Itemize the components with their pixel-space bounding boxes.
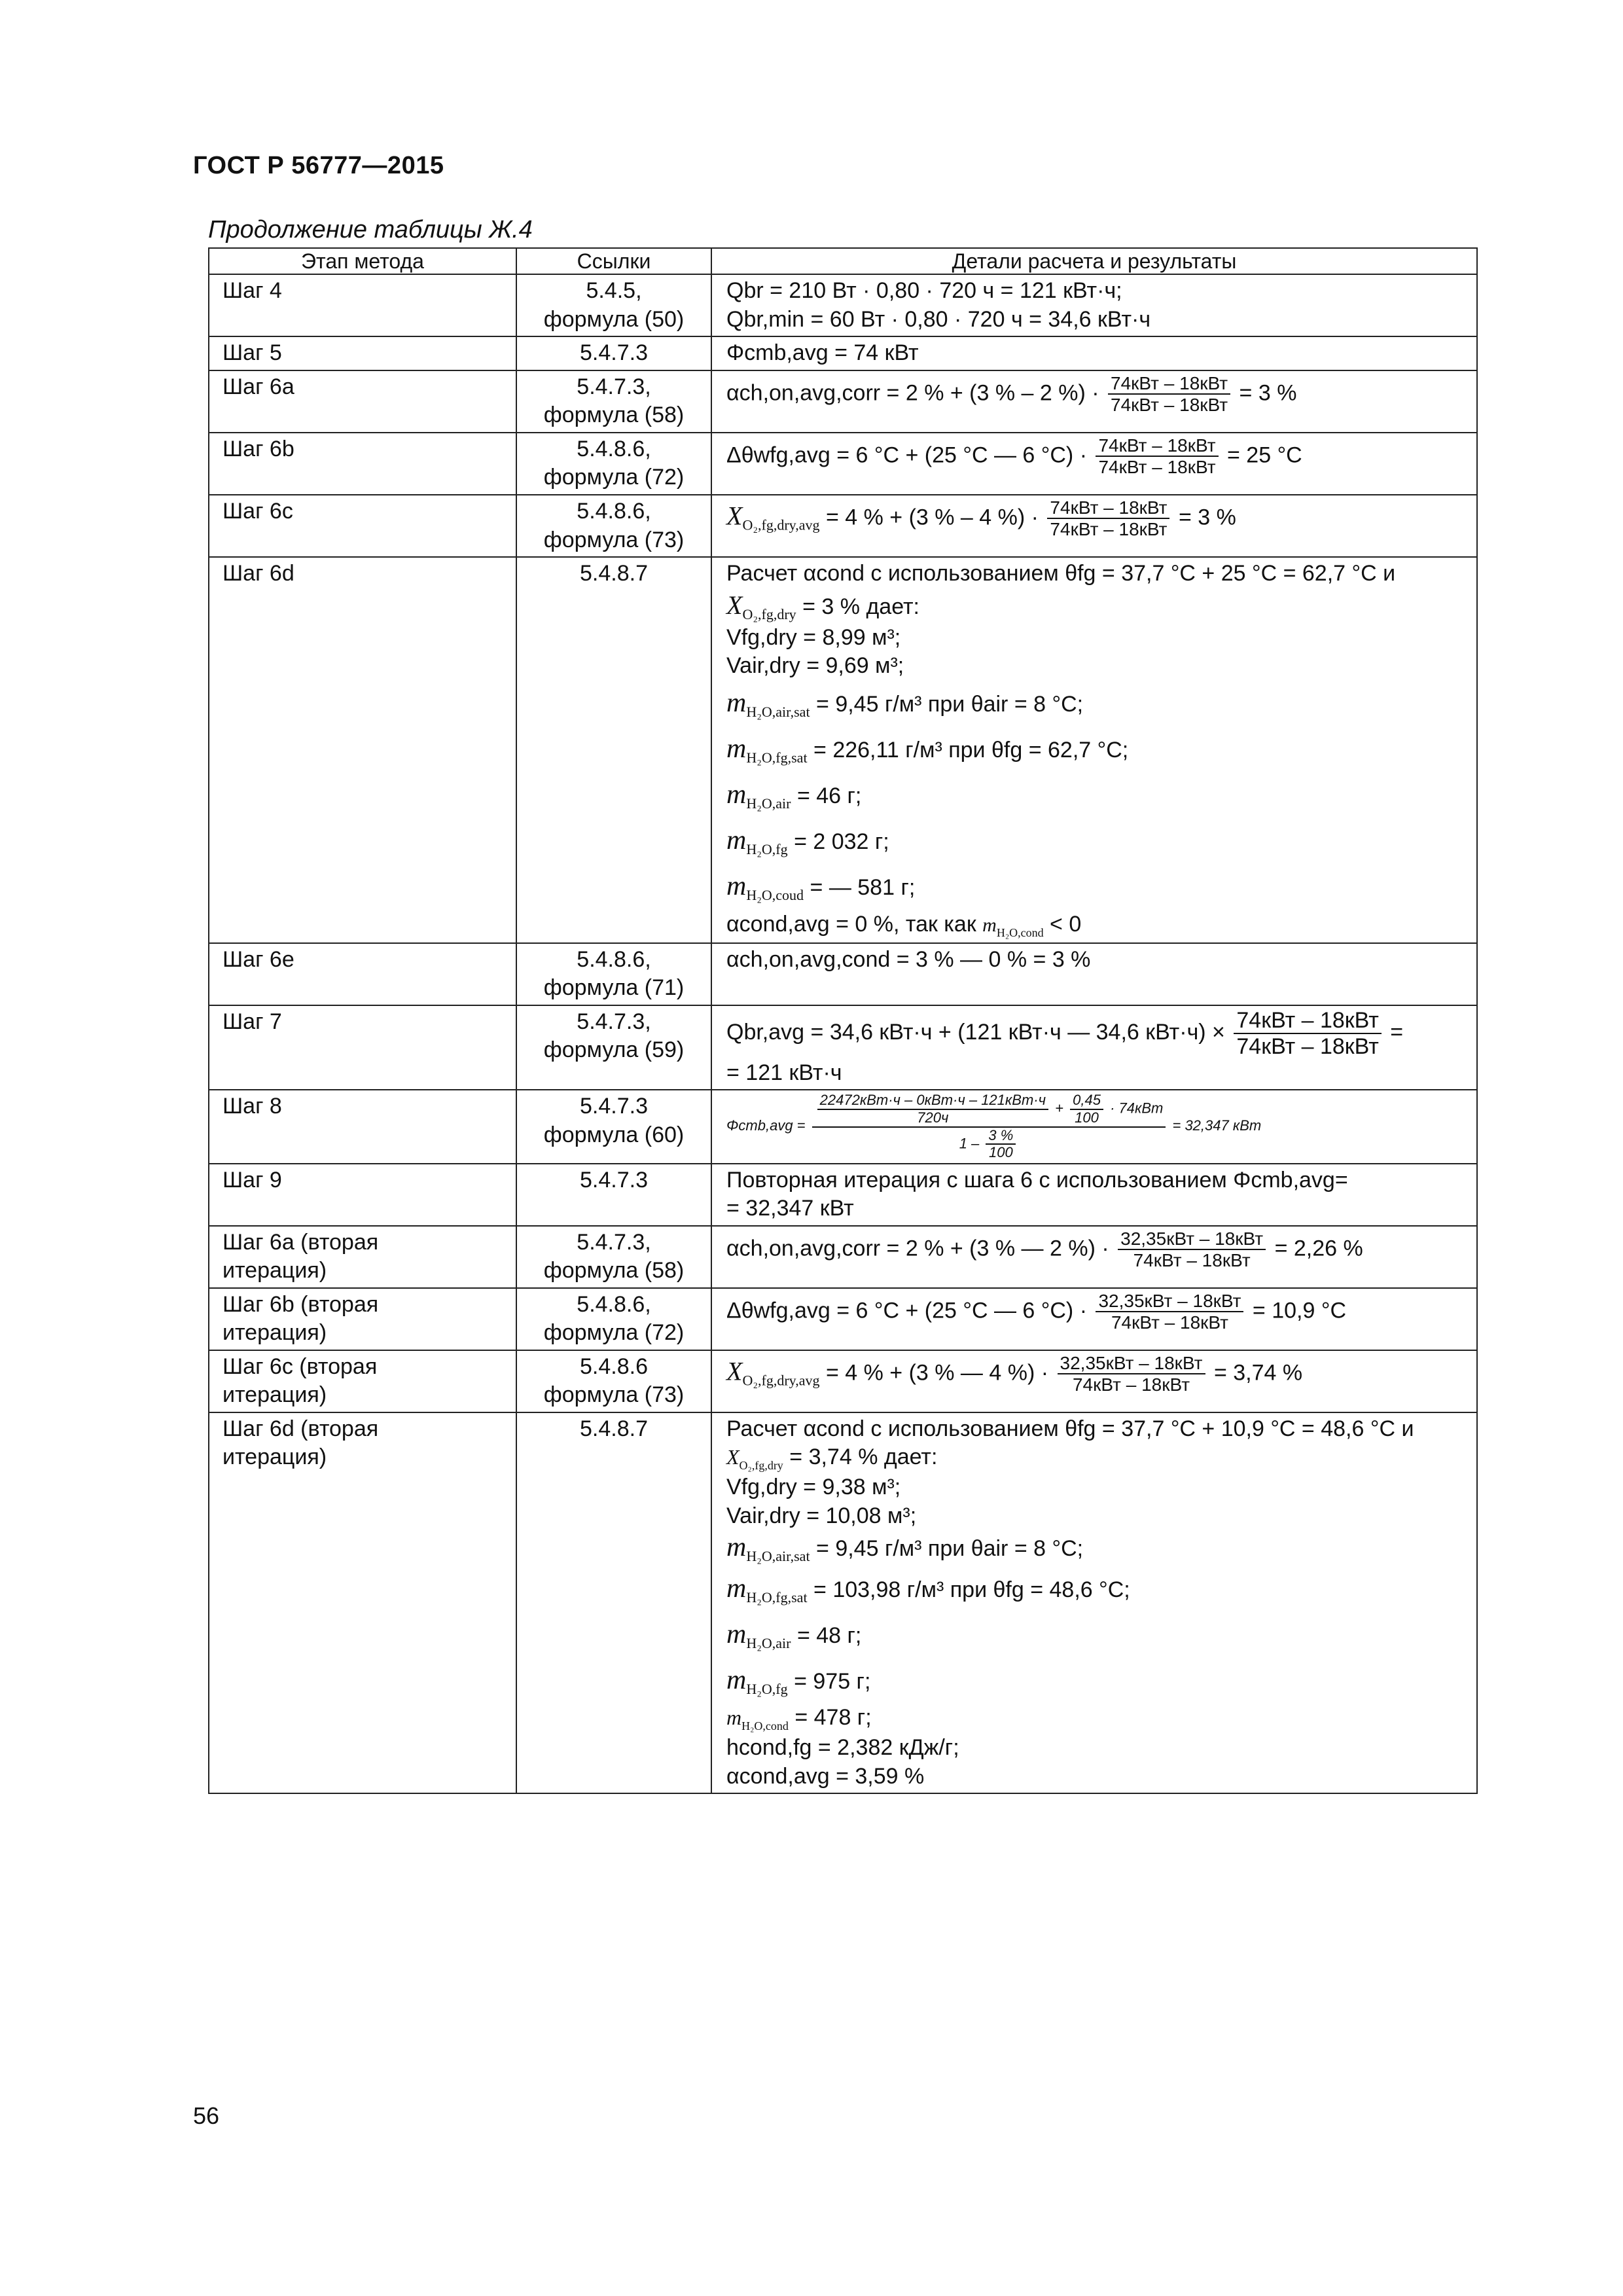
ref-cell [516, 433, 711, 495]
formula-lhs: Δθwfg,avg = 6 °C + (25 °C — 6 °C) · [726, 1298, 1088, 1323]
fraction [817, 1092, 1048, 1126]
detail-line: Qbr = 210 Вт · 0,80 · 720 ч = 121 кВт·ч; [726, 278, 1122, 304]
details-cell [711, 1090, 1477, 1164]
math-subscript: H₂O,coud [746, 887, 804, 904]
details-cell [711, 1005, 1477, 1090]
ref-text: формула (58) [543, 403, 685, 428]
detail-line: Vfg,dry = 8,99 м³; [726, 624, 901, 650]
ref-cell [516, 274, 711, 336]
math-variable: m [726, 871, 747, 902]
detail-line: = 121 кВт·ч [726, 1060, 842, 1085]
math-variable: m [726, 687, 747, 718]
detail-line [726, 772, 1470, 818]
detail-line [726, 1443, 1470, 1473]
ref-text: 5.4.8.7 [580, 1416, 648, 1441]
fraction-numerator: 74кВт – 18кВт [1047, 497, 1169, 519]
step-text: Шаг 6d (вторая [223, 1416, 379, 1441]
ref-cell [516, 1288, 711, 1350]
fraction-numerator: 74кВт – 18кВт [1108, 373, 1230, 395]
page-number: 56 [193, 2102, 220, 2129]
step-text: Шаг 6a (вторая [223, 1229, 379, 1255]
step-cell: Шаг 5 [209, 336, 516, 370]
ref-cell [516, 336, 711, 370]
formula-line [726, 1229, 1470, 1271]
step-cell: Шаг 6d [209, 557, 516, 943]
details-cell [711, 1350, 1477, 1412]
ref-text: 5.4.7.3, [577, 374, 651, 399]
ref-text: формула (73) [543, 527, 685, 552]
details-cell [711, 1412, 1477, 1793]
ref-text: 5.4.8.6, [577, 946, 651, 972]
step-cell: Шаг 6c [209, 495, 516, 557]
ref-text: 5.4.8.6, [577, 499, 651, 524]
table-caption: Продолжение таблицы Ж.4 [208, 216, 533, 243]
detail-text: = 3,74 % дает: [789, 1444, 938, 1470]
formula-line [726, 1353, 1470, 1395]
column-header-step: Этап метода [209, 248, 516, 274]
step-text: итерация) [223, 1444, 327, 1470]
step-cell [209, 1288, 516, 1350]
detail-line: αcond,avg = 3,59 % [726, 1763, 925, 1789]
ref-cell [516, 557, 711, 943]
detail-line [726, 726, 1470, 772]
details-cell [711, 495, 1477, 557]
detail-text: = — 581 г; [810, 875, 916, 901]
details-cell [711, 1226, 1477, 1288]
ref-text: формула (59) [543, 1037, 685, 1063]
math-subscript: H₂O,air [746, 1634, 791, 1651]
fraction-numerator [812, 1092, 1166, 1127]
details-cell [711, 336, 1477, 370]
fraction [1108, 373, 1230, 416]
fraction-numerator: 32,35кВт – 18кВт [1096, 1291, 1243, 1312]
formula-line [726, 1092, 1470, 1161]
ref-cell [516, 943, 711, 1005]
detail-text: αcond,avg = 0 %, так как [726, 911, 976, 937]
formula-rhs: = 25 °C [1227, 442, 1302, 468]
fraction-denominator: 74кВт – 18кВт [1111, 395, 1228, 416]
math-subscript: O₂,fg,dry,avg [742, 516, 820, 533]
math-subscript: H₂O,air,sat [746, 1548, 810, 1565]
formula-rhs: = 2,26 % [1274, 1236, 1363, 1261]
math-subscript: O₂,fg,dry [739, 1459, 783, 1473]
step-cell: Шаг 4 [209, 274, 516, 336]
ref-text: 5.4.8.6, [577, 1291, 651, 1317]
detail-text: = 3 % дает: [802, 594, 919, 619]
detail-line [726, 818, 1470, 864]
detail-text: = 9,45 г/м³ при θair = 8 °C; [816, 691, 1084, 717]
fraction [1070, 1092, 1103, 1126]
fraction-denominator: 74кВт – 18кВт [1072, 1374, 1190, 1395]
formula-rhs: = 32,347 кВт [1172, 1117, 1262, 1134]
math-variable: m [982, 914, 997, 936]
step-cell [209, 1412, 516, 1793]
step-text: итерация) [223, 1320, 327, 1346]
ref-text: формула (50) [543, 306, 685, 332]
math-subscript: H₂O,air [746, 795, 791, 812]
detail-line: Qbr,min = 60 Вт · 0,80 · 720 ч = 34,6 кВт·ч [726, 306, 1151, 332]
fraction-denominator: 720ч [917, 1109, 949, 1126]
detail-line [726, 681, 1470, 726]
math-variable: X [726, 590, 743, 620]
step-cell [209, 1350, 516, 1412]
ref-text: формула (72) [543, 465, 685, 490]
document-header: ГОСТ Р 56777—2015 [193, 152, 444, 179]
detail-line [726, 864, 1470, 910]
table-row [209, 557, 1477, 943]
ref-text: 5.4.7.3 [580, 1167, 648, 1193]
detail-text: = 9,45 г/м³ при θair = 8 °C; [816, 1536, 1084, 1562]
fraction-denominator: 74кВт – 18кВт [1133, 1250, 1251, 1271]
math-variable: m [726, 780, 747, 810]
fraction [1058, 1353, 1205, 1395]
step-text: Шаг 6b (вторая [223, 1291, 379, 1317]
ref-text: 5.4.7.3, [577, 1229, 651, 1255]
fraction-numerator: 22472кВт·ч – 0кВт·ч – 121кВт·ч [817, 1092, 1048, 1110]
details-cell [711, 557, 1477, 943]
detail-line: Расчет αcond с использованием θfg = 37,7 °C + 25 °C = 62,7 °C и [726, 561, 1396, 586]
table-row [209, 1412, 1477, 1793]
detail-line: Повторная итерация с шага 6 с использованием Φcmb,avg= [726, 1167, 1348, 1193]
formula-line [726, 435, 1470, 478]
math-variable: X [726, 1356, 743, 1386]
fraction-numerator: 74кВт – 18кВт [1096, 435, 1218, 457]
ref-text: формула (73) [543, 1382, 685, 1408]
detail-text: = 2 032 г; [794, 829, 889, 855]
detail-line [726, 588, 1470, 624]
math-variable: X [726, 1445, 740, 1469]
math-subscript: O₂,fg,dry,avg [742, 1372, 820, 1389]
table-row [209, 336, 1477, 370]
detail-line [726, 910, 1470, 941]
table-header-row [209, 248, 1477, 274]
ref-text: 5.4.7.3, [577, 1009, 651, 1034]
ref-text: 5.4.5, [586, 278, 642, 304]
fraction [1118, 1229, 1266, 1271]
math-variable: m [726, 1532, 747, 1563]
math-subscript: H₂O,fg,sat [746, 1588, 808, 1605]
table-row [209, 274, 1477, 336]
fraction-denominator: 100 [989, 1144, 1013, 1161]
math-subscript: H₂O,cond [741, 1719, 789, 1733]
fraction [986, 1128, 1016, 1161]
step-cell: Шаг 6a [209, 370, 516, 433]
detail-line: Vair,dry = 9,69 м³; [726, 653, 904, 679]
table-row [209, 1350, 1477, 1412]
ref-text: 5.4.8.7 [580, 561, 648, 586]
ref-cell [516, 1350, 711, 1412]
ref-cell [516, 495, 711, 557]
fraction-numerator: 3 % [986, 1128, 1016, 1145]
ref-text: формула (72) [543, 1320, 685, 1346]
fraction-numerator: 32,35кВт – 18кВт [1058, 1353, 1205, 1374]
detail-line [726, 1612, 1470, 1658]
table-row [209, 1288, 1477, 1350]
math-subscript: H₂O,air,sat [746, 703, 810, 720]
fraction-numerator: 74кВт – 18кВт [1234, 1008, 1381, 1034]
detail-line [726, 1566, 1470, 1612]
details-cell [711, 370, 1477, 433]
formula-lhs: Qbr,avg = 34,6 кВт·ч + (121 кВт·ч — 34,6 кВт·ч) × [726, 1019, 1225, 1045]
math-subscript: O₂,fg,dry [742, 605, 796, 622]
table-row [209, 1226, 1477, 1288]
formula-rhs: = [1390, 1019, 1404, 1045]
column-header-details: Детали расчета и результаты [711, 248, 1477, 274]
ref-cell [516, 1226, 711, 1288]
ref-text: формула (58) [543, 1258, 685, 1283]
ref-text: 5.4.8.6, [577, 436, 651, 461]
table-row [209, 1090, 1477, 1164]
formula-rhs: = 3 % [1239, 380, 1297, 406]
details-cell [711, 943, 1477, 1005]
table-row [209, 433, 1477, 495]
formula-lhs: = 4 % + (3 % – 4 %) · [825, 505, 1039, 530]
ref-cell [516, 1090, 711, 1164]
formula-text: · 74кВт [1110, 1100, 1164, 1117]
detail-line: Vair,dry = 10,08 м³; [726, 1503, 917, 1528]
formula-lhs: = 4 % + (3 % — 4 %) · [825, 1360, 1049, 1386]
math-subscript: H₂O,fg [746, 841, 788, 858]
details-cell [711, 433, 1477, 495]
formula-line [726, 1291, 1470, 1333]
formula-rhs: = 10,9 °C [1252, 1298, 1346, 1323]
detail-text: = 48 г; [796, 1623, 862, 1648]
math-subscript: H₂O,cond [996, 925, 1044, 939]
detail-line: = 32,347 кВт [726, 1196, 854, 1221]
fraction [812, 1092, 1166, 1161]
ref-text: 5.4.8.6 [580, 1354, 648, 1379]
fraction-numerator: 32,35кВт – 18кВт [1118, 1229, 1266, 1250]
step-text: итерация) [223, 1258, 327, 1283]
fraction-denominator: 74кВт – 18кВт [1111, 1312, 1228, 1333]
ref-text: 5.4.7.3 [580, 1094, 648, 1119]
detail-line: Расчет αcond с использованием θfg = 37,7 °C + 10,9 °C = 48,6 °C и [726, 1416, 1414, 1441]
step-cell: Шаг 6e [209, 943, 516, 1005]
formula-line [726, 497, 1470, 540]
math-variable: m [726, 1573, 747, 1604]
step-cell: Шаг 9 [209, 1164, 516, 1226]
formula-lhs: αch,on,avg,corr = 2 % + (3 % – 2 %) · [726, 380, 1099, 406]
details-cell [711, 274, 1477, 336]
detail-line [726, 1658, 1470, 1704]
fraction [1234, 1008, 1381, 1059]
column-header-ref: Ссылки [516, 248, 711, 274]
table-row [209, 370, 1477, 433]
details-cell [711, 1288, 1477, 1350]
table-row [209, 943, 1477, 1005]
formula-operator: + [1055, 1100, 1063, 1117]
detail-text: < 0 [1050, 911, 1082, 937]
math-variable: m [726, 825, 747, 856]
ref-cell [516, 1412, 711, 1793]
math-variable: m [726, 1706, 742, 1730]
formula-lhs: αch,on,avg,corr = 2 % + (3 % — 2 %) · [726, 1236, 1109, 1261]
math-variable: m [726, 733, 747, 764]
step-cell: Шаг 6b [209, 433, 516, 495]
detail-text: = 46 г; [796, 783, 862, 809]
table-row [209, 1164, 1477, 1226]
fraction-denominator: 100 [1075, 1109, 1099, 1126]
ref-cell [516, 370, 711, 433]
fraction-denominator [957, 1128, 1022, 1161]
step-text: итерация) [223, 1382, 327, 1408]
detail-line: hcond,fg = 2,382 кДж/г; [726, 1735, 959, 1761]
ref-cell [516, 1005, 711, 1090]
detail-line [726, 1530, 1470, 1566]
fraction [1096, 1291, 1243, 1333]
formula-lhs: Δθwfg,avg = 6 °C + (25 °C — 6 °C) · [726, 442, 1088, 468]
formula-rhs: = 3,74 % [1213, 1360, 1303, 1386]
math-subscript: H₂O,fg [746, 1680, 788, 1697]
detail-text: = 478 г; [794, 1705, 872, 1731]
math-variable: m [726, 1619, 747, 1649]
fraction-numerator: 0,45 [1070, 1092, 1103, 1110]
step-text: Шаг 6c (вторая [223, 1354, 378, 1379]
detail-line: Vfg,dry = 9,38 м³; [726, 1475, 901, 1500]
ref-text: формула (71) [543, 975, 685, 1001]
math-variable: m [726, 1664, 747, 1695]
formula-lhs: Φcmb,avg = [726, 1117, 806, 1134]
detail-line: Φcmb,avg = 74 кВт [726, 340, 919, 366]
ref-text: 5.4.7.3 [580, 340, 648, 366]
calculation-table [208, 247, 1478, 1794]
step-cell: Шаг 7 [209, 1005, 516, 1090]
math-variable: X [726, 501, 743, 531]
table-row [209, 495, 1477, 557]
fraction-denominator: 74кВт – 18кВт [1050, 519, 1168, 540]
ref-text: формула (60) [543, 1122, 685, 1147]
step-cell [209, 1226, 516, 1288]
formula-line [726, 373, 1470, 416]
fraction-denominator: 74кВт – 18кВт [1236, 1033, 1379, 1059]
details-cell [711, 1164, 1477, 1226]
ref-cell [516, 1164, 711, 1226]
detail-text: = 975 г; [794, 1668, 871, 1694]
detail-line: αch,on,avg,cond = 3 % — 0 % = 3 % [726, 946, 1091, 972]
formula-text: 1 – [959, 1134, 980, 1151]
detail-text: = 226,11 г/м³ при θfg = 62,7 °C; [813, 737, 1129, 762]
detail-line [726, 1704, 1470, 1734]
step-cell: Шаг 8 [209, 1090, 516, 1164]
formula-rhs: = 3 % [1178, 505, 1236, 530]
detail-text: = 103,98 г/м³ при θfg = 48,6 °C; [813, 1577, 1130, 1602]
fraction [1096, 435, 1218, 478]
fraction-denominator: 74кВт – 18кВт [1098, 457, 1216, 478]
fraction [1047, 497, 1169, 540]
table-row [209, 1005, 1477, 1090]
formula-line [726, 1008, 1470, 1059]
math-subscript: H₂O,fg,sat [746, 749, 808, 766]
